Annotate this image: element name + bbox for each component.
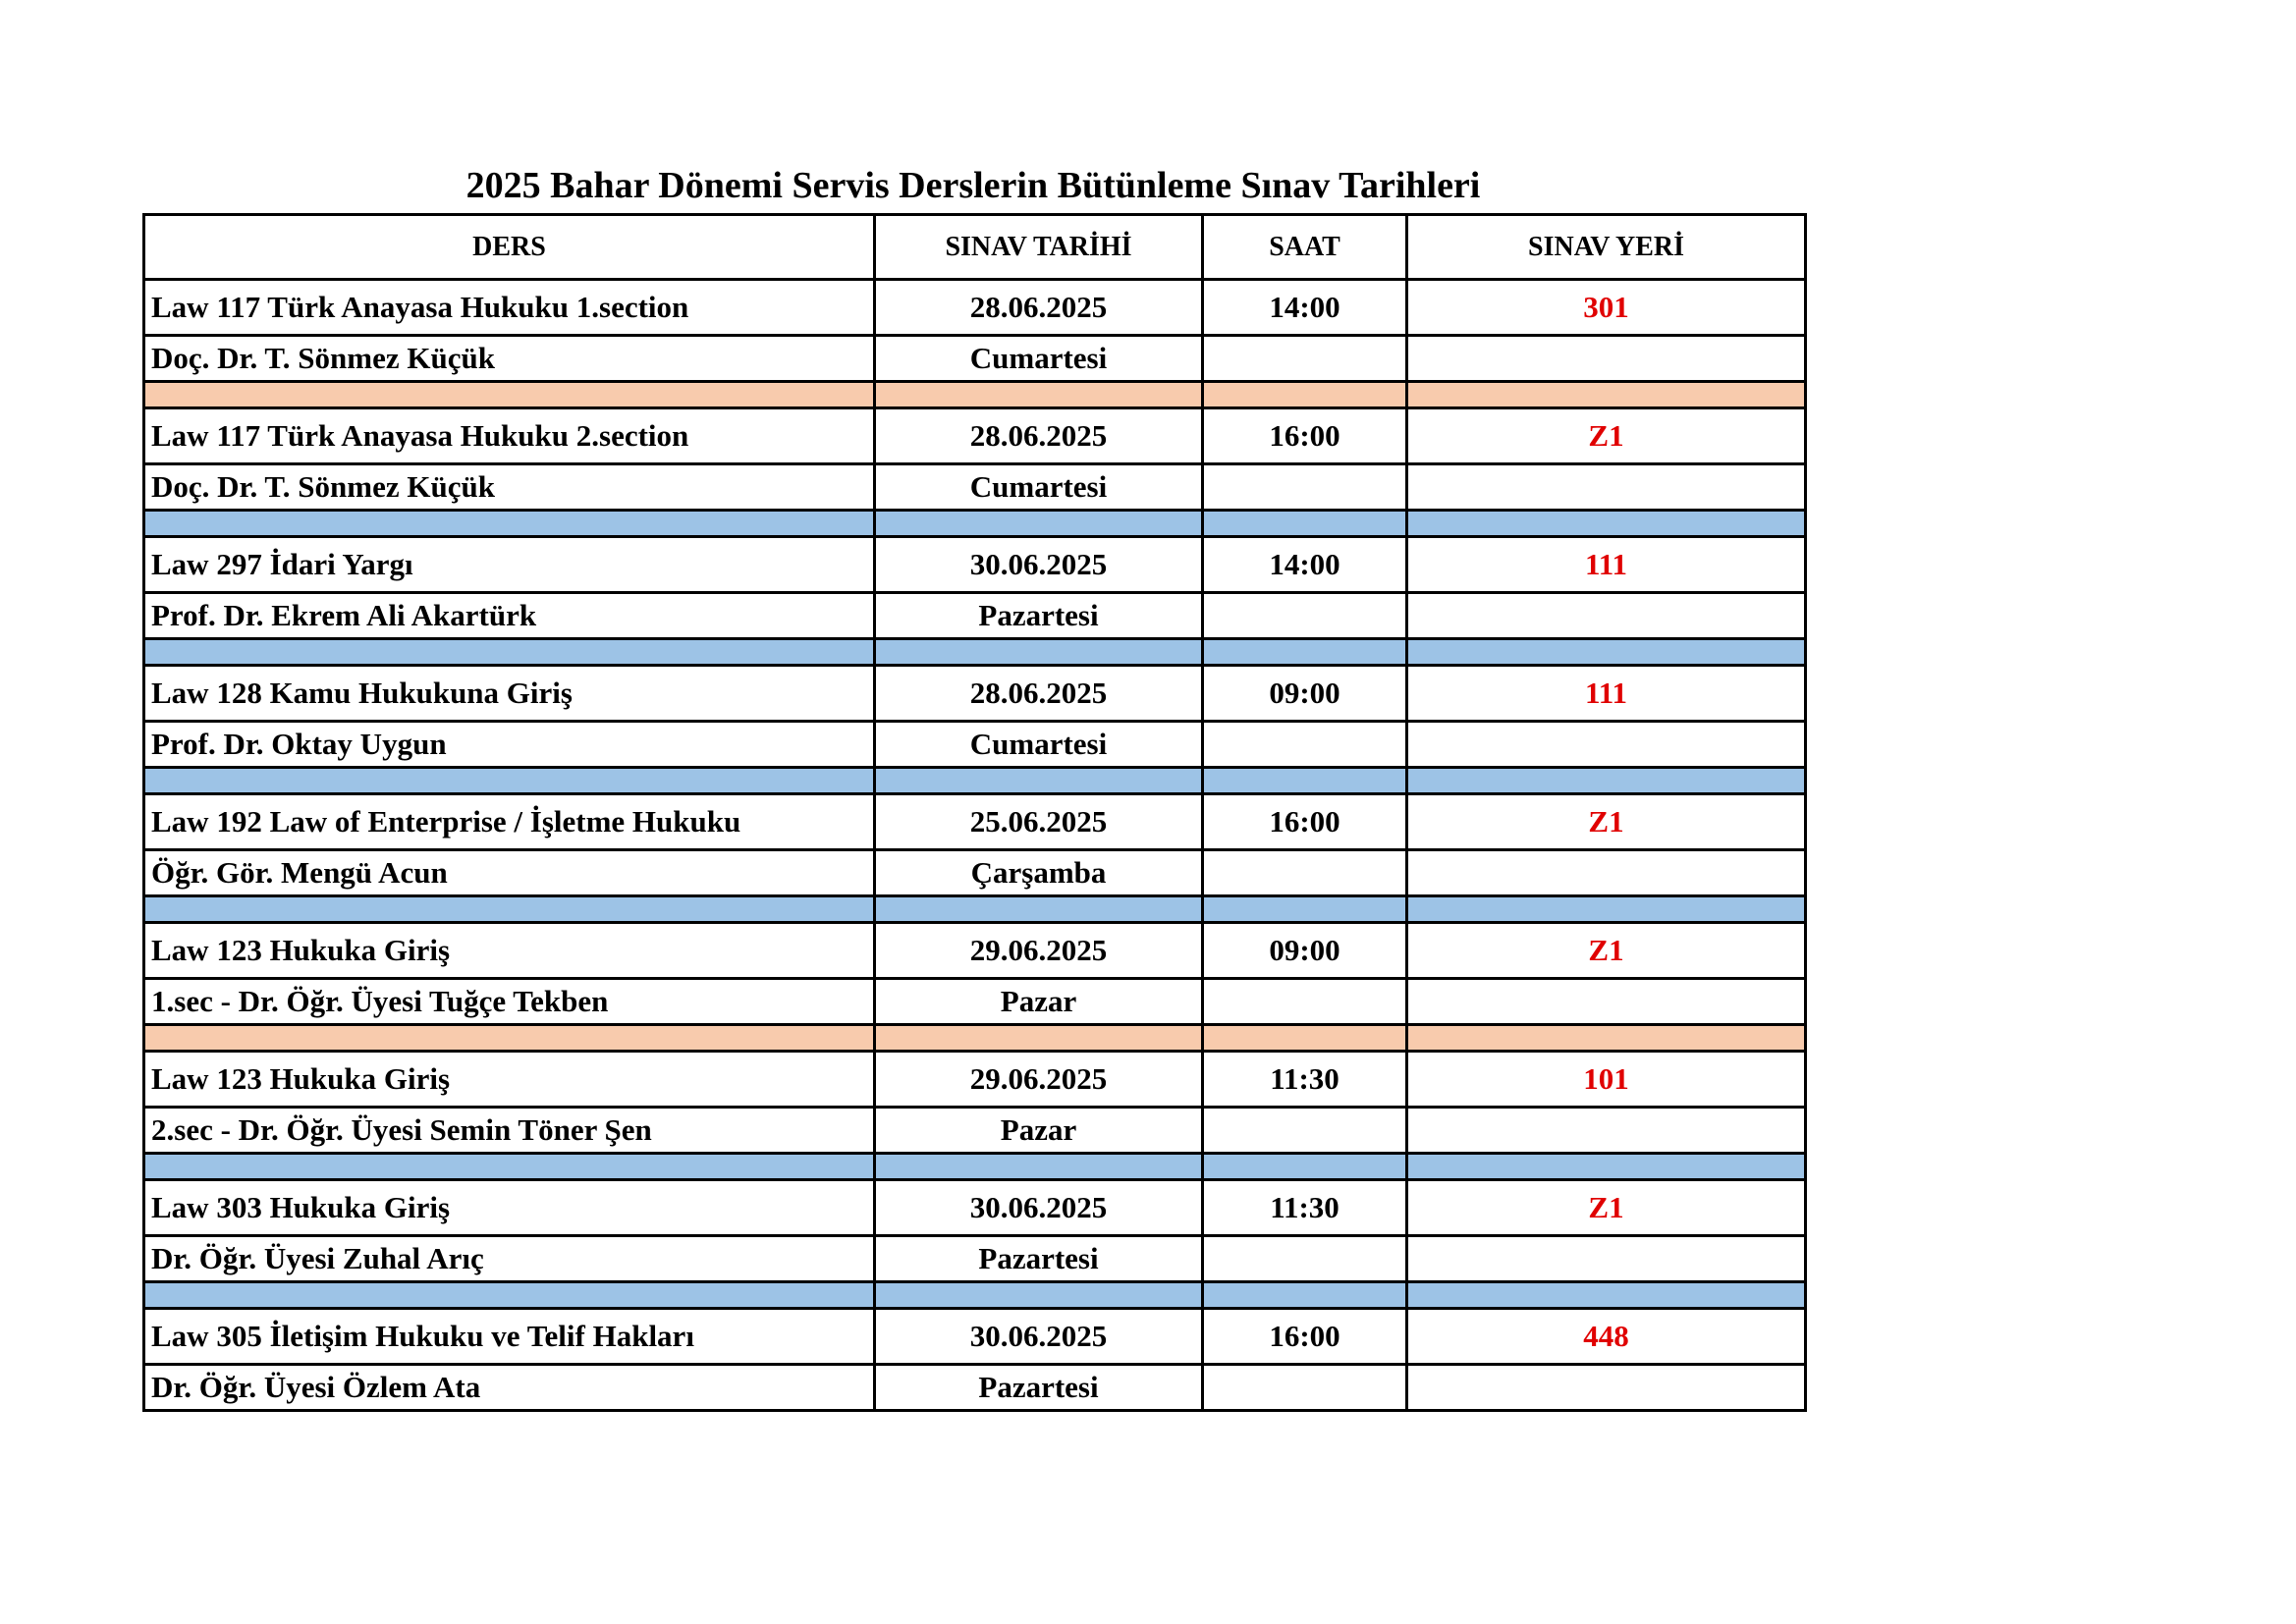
empty-cell (1203, 722, 1407, 768)
separator-cell (1407, 896, 1806, 923)
empty-cell (1203, 336, 1407, 382)
separator-cell (1203, 511, 1407, 537)
course-name: Law 297 İdari Yargı (144, 537, 875, 593)
separator-cell (875, 382, 1203, 408)
exam-date: 29.06.2025 (875, 1052, 1203, 1108)
exam-time: 16:00 (1203, 408, 1407, 464)
separator-row (144, 511, 1806, 537)
separator-cell (875, 1154, 1203, 1180)
separator-cell (144, 1025, 875, 1052)
separator-cell (1407, 511, 1806, 537)
empty-cell (1407, 336, 1806, 382)
schedule-body (144, 215, 1806, 1411)
separator-cell (144, 1154, 875, 1180)
empty-cell (1407, 1365, 1806, 1411)
exam-date: 28.06.2025 (875, 280, 1203, 336)
exam-detail-row (144, 593, 1806, 639)
instructor-name: Öğr. Gör. Mengü Acun (144, 850, 875, 896)
separator-cell (1203, 1154, 1407, 1180)
header-course: DERS (144, 215, 875, 280)
separator-row (144, 639, 1806, 666)
exam-day: Pazar (875, 979, 1203, 1025)
header-room: SINAV YERİ (1407, 215, 1806, 280)
exam-row (144, 794, 1806, 850)
separator-row (144, 1282, 1806, 1309)
exam-detail-row (144, 1108, 1806, 1154)
exam-day: Pazartesi (875, 1365, 1203, 1411)
exam-row (144, 280, 1806, 336)
exam-row (144, 666, 1806, 722)
separator-row (144, 768, 1806, 794)
exam-day: Pazartesi (875, 1236, 1203, 1282)
exam-day: Pazartesi (875, 593, 1203, 639)
course-name: Law 123 Hukuka Giriş (144, 923, 875, 979)
separator-cell (1407, 1282, 1806, 1309)
exam-time: 11:30 (1203, 1180, 1407, 1236)
exam-row (144, 408, 1806, 464)
exam-room: 101 (1407, 1052, 1806, 1108)
empty-cell (1407, 1236, 1806, 1282)
separator-cell (875, 1282, 1203, 1309)
separator-cell (875, 639, 1203, 666)
separator-cell (875, 896, 1203, 923)
exam-date: 25.06.2025 (875, 794, 1203, 850)
separator-cell (1203, 382, 1407, 408)
separator-cell (1407, 768, 1806, 794)
empty-cell (1407, 722, 1806, 768)
empty-cell (1407, 850, 1806, 896)
exam-date: 30.06.2025 (875, 537, 1203, 593)
separator-cell (1407, 382, 1806, 408)
exam-room: 111 (1407, 537, 1806, 593)
exam-day: Cumartesi (875, 464, 1203, 511)
exam-day: Cumartesi (875, 722, 1203, 768)
exam-detail-row (144, 336, 1806, 382)
exam-time: 14:00 (1203, 537, 1407, 593)
exam-row (144, 923, 1806, 979)
separator-cell (875, 511, 1203, 537)
instructor-name: 1.sec - Dr. Öğr. Üyesi Tuğçe Tekben (144, 979, 875, 1025)
course-name: Law 192 Law of Enterprise / İşletme Hukuku (144, 794, 875, 850)
exam-detail-row (144, 979, 1806, 1025)
exam-date: 28.06.2025 (875, 666, 1203, 722)
empty-cell (1407, 464, 1806, 511)
course-name: Law 303 Hukuka Giriş (144, 1180, 875, 1236)
exam-room: Z1 (1407, 923, 1806, 979)
separator-cell (1203, 639, 1407, 666)
exam-schedule-table (142, 213, 1807, 1412)
exam-detail-row (144, 850, 1806, 896)
separator-cell (1407, 639, 1806, 666)
separator-cell (1407, 1025, 1806, 1052)
exam-date: 30.06.2025 (875, 1309, 1203, 1365)
exam-detail-row (144, 464, 1806, 511)
empty-cell (1203, 1365, 1407, 1411)
exam-row (144, 1309, 1806, 1365)
separator-cell (875, 768, 1203, 794)
separator-row (144, 382, 1806, 408)
separator-row (144, 1154, 1806, 1180)
separator-cell (144, 896, 875, 923)
separator-cell (1203, 1282, 1407, 1309)
exam-room: Z1 (1407, 408, 1806, 464)
separator-row (144, 1025, 1806, 1052)
empty-cell (1203, 1236, 1407, 1282)
exam-room: Z1 (1407, 794, 1806, 850)
separator-row (144, 896, 1806, 923)
empty-cell (1407, 979, 1806, 1025)
exam-time: 14:00 (1203, 280, 1407, 336)
instructor-name: Doç. Dr. T. Sönmez Küçük (144, 336, 875, 382)
exam-time: 09:00 (1203, 666, 1407, 722)
separator-cell (1203, 768, 1407, 794)
separator-cell (144, 1282, 875, 1309)
exam-row (144, 1180, 1806, 1236)
empty-cell (1203, 593, 1407, 639)
exam-row (144, 537, 1806, 593)
instructor-name: Prof. Dr. Oktay Uygun (144, 722, 875, 768)
exam-room: Z1 (1407, 1180, 1806, 1236)
exam-date: 30.06.2025 (875, 1180, 1203, 1236)
instructor-name: Prof. Dr. Ekrem Ali Akartürk (144, 593, 875, 639)
exam-time: 16:00 (1203, 794, 1407, 850)
exam-detail-row (144, 1365, 1806, 1411)
exam-room: 448 (1407, 1309, 1806, 1365)
exam-time: 09:00 (1203, 923, 1407, 979)
instructor-name: Doç. Dr. T. Sönmez Küçük (144, 464, 875, 511)
separator-cell (875, 1025, 1203, 1052)
course-name: Law 123 Hukuka Giriş (144, 1052, 875, 1108)
empty-cell (1407, 1108, 1806, 1154)
separator-cell (144, 639, 875, 666)
empty-cell (1407, 593, 1806, 639)
empty-cell (1203, 464, 1407, 511)
empty-cell (1203, 850, 1407, 896)
separator-cell (144, 768, 875, 794)
instructor-name: 2.sec - Dr. Öğr. Üyesi Semin Töner Şen (144, 1108, 875, 1154)
empty-cell (1203, 1108, 1407, 1154)
exam-day: Çarşamba (875, 850, 1203, 896)
separator-cell (144, 511, 875, 537)
header-row (144, 215, 1806, 280)
exam-room: 301 (1407, 280, 1806, 336)
exam-day: Pazar (875, 1108, 1203, 1154)
separator-cell (144, 382, 875, 408)
header-time: SAAT (1203, 215, 1407, 280)
empty-cell (1203, 979, 1407, 1025)
course-name: Law 305 İletişim Hukuku ve Telif Hakları (144, 1309, 875, 1365)
separator-cell (1203, 1025, 1407, 1052)
instructor-name: Dr. Öğr. Üyesi Özlem Ata (144, 1365, 875, 1411)
separator-cell (1203, 896, 1407, 923)
exam-day: Cumartesi (875, 336, 1203, 382)
exam-time: 11:30 (1203, 1052, 1407, 1108)
exam-date: 28.06.2025 (875, 408, 1203, 464)
course-name: Law 117 Türk Anayasa Hukuku 2.section (144, 408, 875, 464)
separator-cell (1407, 1154, 1806, 1180)
instructor-name: Dr. Öğr. Üyesi Zuhal Arıç (144, 1236, 875, 1282)
page-title: 2025 Bahar Dönemi Servis Derslerin Bütünleme Sınav Tarihleri (465, 165, 1481, 206)
header-date: SINAV TARİHİ (875, 215, 1203, 280)
exam-date: 29.06.2025 (875, 923, 1203, 979)
exam-room: 111 (1407, 666, 1806, 722)
exam-time: 16:00 (1203, 1309, 1407, 1365)
course-name: Law 128 Kamu Hukukuna Giriş (144, 666, 875, 722)
exam-detail-row (144, 722, 1806, 768)
exam-detail-row (144, 1236, 1806, 1282)
course-name: Law 117 Türk Anayasa Hukuku 1.section (144, 280, 875, 336)
exam-row (144, 1052, 1806, 1108)
